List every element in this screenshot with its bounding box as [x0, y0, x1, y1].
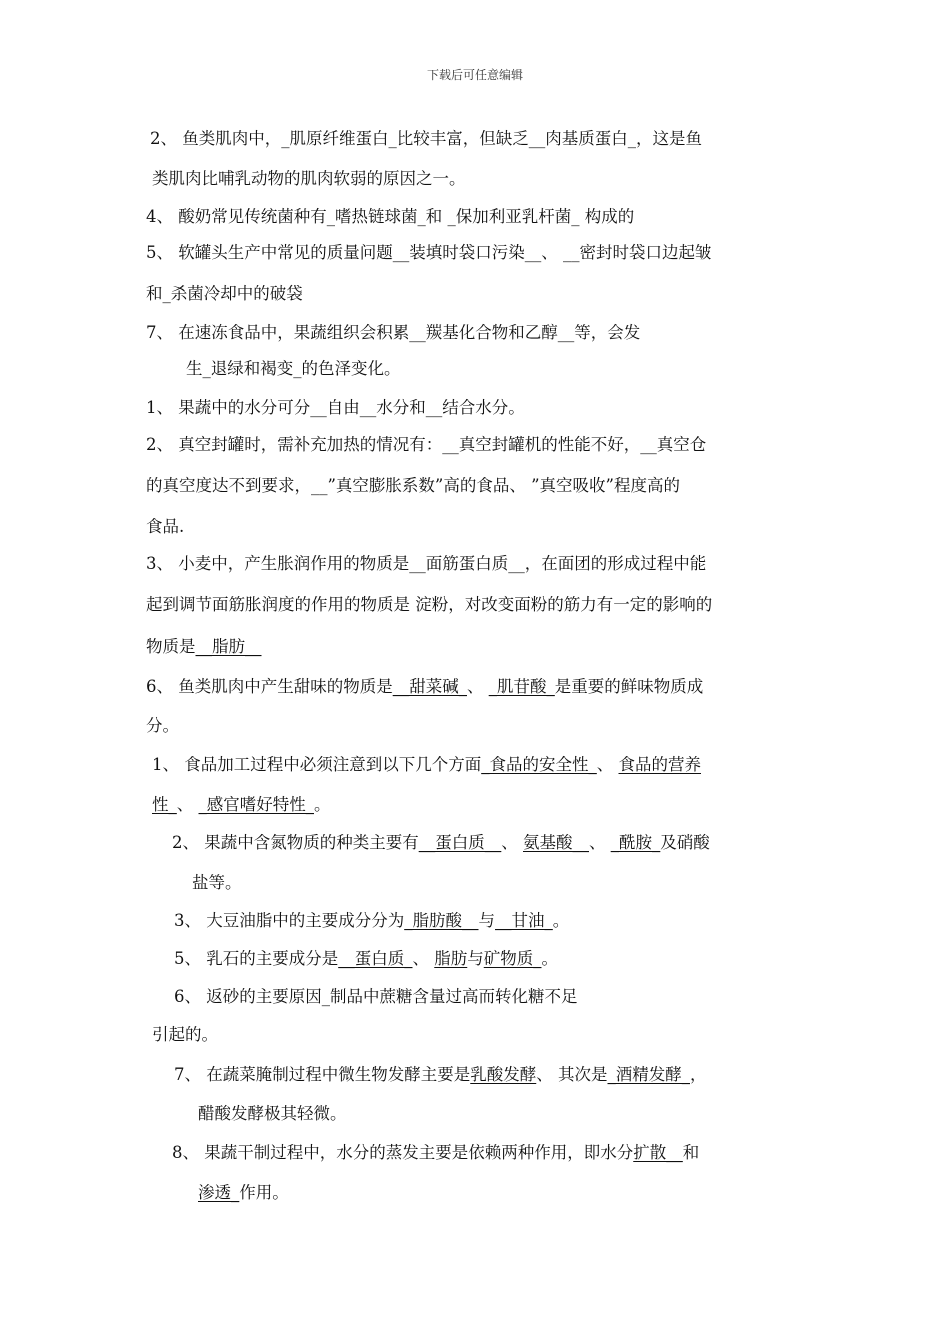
answer-blank: 渗透_: [198, 1183, 240, 1202]
answer-blank: 食品的营养: [618, 755, 701, 774]
text-segment: 和: [682, 1143, 700, 1162]
text-segment: 生_退绿和褐变_的色泽变化。: [186, 359, 401, 378]
text-segment: 引起的。: [152, 1025, 218, 1044]
text-line: [150, 128, 702, 150]
text-line: [152, 1024, 218, 1046]
text-line: [146, 516, 184, 538]
text-segment: 和_杀菌冷却中的破袋: [146, 284, 303, 303]
text-segment: 1、 食品加工过程中必须注意到以下几个方面: [152, 755, 482, 774]
text-line: [174, 986, 578, 1008]
text-segment: 3、 大豆油脂中的主要成分分为: [174, 911, 405, 930]
answer-blank: 性_: [152, 795, 177, 814]
text-segment: 、 其次是: [536, 1065, 608, 1084]
answer-blank: _肌苷酸_: [488, 677, 555, 696]
text-line: [146, 594, 712, 616]
text-line: [174, 948, 558, 970]
text-segment: ，: [690, 1065, 707, 1084]
answer-blank: 脂肪: [434, 949, 468, 968]
text-segment: 、: [596, 755, 619, 774]
text-segment: 6、 鱼类肌肉中产生甜味的物质是: [146, 677, 393, 696]
answer-blank: _酰胺_: [610, 833, 661, 852]
text-segment: 5、 软罐头生产中常见的质量问题__装填时袋口污染__、 __密封时袋口边起皱: [146, 243, 712, 262]
text-segment: 、: [176, 795, 199, 814]
text-line: [174, 1064, 707, 1086]
text-segment: 3、 小麦中，产生胀润作用的物质是__面筋蛋白质__，在面团的形成过程中能: [146, 554, 707, 573]
text-line: [198, 1103, 347, 1125]
text-line: [146, 242, 712, 264]
answer-blank: __蛋白质__: [418, 833, 502, 852]
text-segment: 及硝酸: [660, 833, 710, 852]
text-segment: 物质是: [146, 637, 196, 656]
text-line: [146, 715, 179, 737]
text-segment: 类肌肉比哺乳动物的肌肉软弱的原因之一。: [152, 169, 466, 188]
text-segment: 分。: [146, 716, 179, 735]
answer-blank: _酒精发酵_: [607, 1065, 690, 1084]
text-line: [152, 754, 701, 776]
text-line: [174, 910, 569, 932]
text-line: [146, 206, 634, 228]
page-header: 下载后可任意编辑: [426, 68, 523, 82]
text-segment: 作用。: [239, 1183, 289, 1202]
text-line: [192, 872, 242, 894]
text-segment: 。: [541, 949, 558, 968]
text-segment: 起到调节面筋胀润度的作用的物质是 淀粉，对改变面粉的筋力有一定的影响的: [146, 595, 713, 614]
text-segment: 6、 返砂的主要原因_制品中蔗糖含量过高而转化糖不足: [174, 987, 578, 1006]
text-segment: 、: [501, 833, 523, 852]
answer-blank: _感官嗜好特性_: [198, 795, 314, 814]
text-segment: 7、 在速冻食品中，果蔬组织会积累__羰基化合物和乙醇__等，会发: [146, 323, 641, 342]
text-segment: 是重要的鲜味物质成: [554, 677, 704, 696]
text-segment: 1、 果蔬中的水分可分__自由__水分和__结合水分。: [146, 398, 525, 417]
text-line: [146, 322, 640, 344]
text-segment: 、: [412, 949, 435, 968]
text-segment: 4、 酸奶常见传统菌种有_嗜热链球菌_和 _保加利亚乳杆菌_ 构成的: [146, 207, 635, 226]
answer-blank: __脂肪__: [195, 637, 262, 656]
text-segment: 醋酸发酵极其轻微。: [198, 1104, 347, 1123]
text-line: [146, 636, 262, 658]
text-segment: 与: [467, 949, 484, 968]
text-line: [146, 283, 303, 305]
text-line: [146, 434, 706, 456]
answer-blank: 氨基酸__: [523, 833, 589, 852]
text-segment: 7、 在蔬菜腌制过程中微生物发酵主要是: [174, 1065, 471, 1084]
text-segment: 盐等。: [192, 873, 242, 892]
text-segment: 。: [314, 795, 331, 814]
answer-blank: __甜菜碱_: [392, 677, 467, 696]
answer-blank: _脂肪酸__: [404, 911, 479, 930]
text-line: [172, 832, 710, 854]
text-line: [146, 475, 680, 497]
text-segment: 与: [478, 911, 495, 930]
text-segment: 、: [589, 833, 611, 852]
text-segment: 2、 真空封罐时，需补充加热的情况有：__真空封罐机的性能不好，__真空仓: [146, 435, 707, 454]
text-segment: 、: [467, 677, 489, 696]
text-line: [186, 358, 401, 380]
answer-blank: 矿物质_: [483, 949, 542, 968]
text-segment: 食品.: [146, 517, 185, 536]
text-line: [198, 1182, 289, 1204]
text-line: [152, 168, 466, 190]
text-line: [146, 676, 703, 698]
answer-blank: __蛋白质_: [338, 949, 413, 968]
text-line: [152, 794, 331, 816]
text-segment: 的真空度达不到要求，__”真空膨胀系数”高的食品、 ”真空吸收”程度高的: [146, 476, 680, 495]
text-line: [146, 553, 706, 575]
text-segment: 。: [552, 911, 570, 930]
answer-blank: _食品的安全性_: [481, 755, 597, 774]
answer-blank: 乳酸发酵: [470, 1065, 537, 1084]
text-segment: 2、 鱼类肌肉中，_肌原纤维蛋白_比较丰富，但缺乏__肉基质蛋白_，这是鱼: [150, 129, 702, 148]
text-line: [172, 1142, 699, 1164]
text-segment: 2、 果蔬中含氮物质的种类主要有: [172, 833, 419, 852]
answer-blank: __甘油_: [495, 911, 553, 930]
answer-blank: 扩散__: [633, 1143, 683, 1162]
text-segment: 8、 果蔬干制过程中，水分的蒸发主要是依赖两种作用，即水分: [172, 1143, 634, 1162]
text-line: [146, 397, 525, 419]
text-segment: 5、 乳石的主要成分是: [174, 949, 339, 968]
